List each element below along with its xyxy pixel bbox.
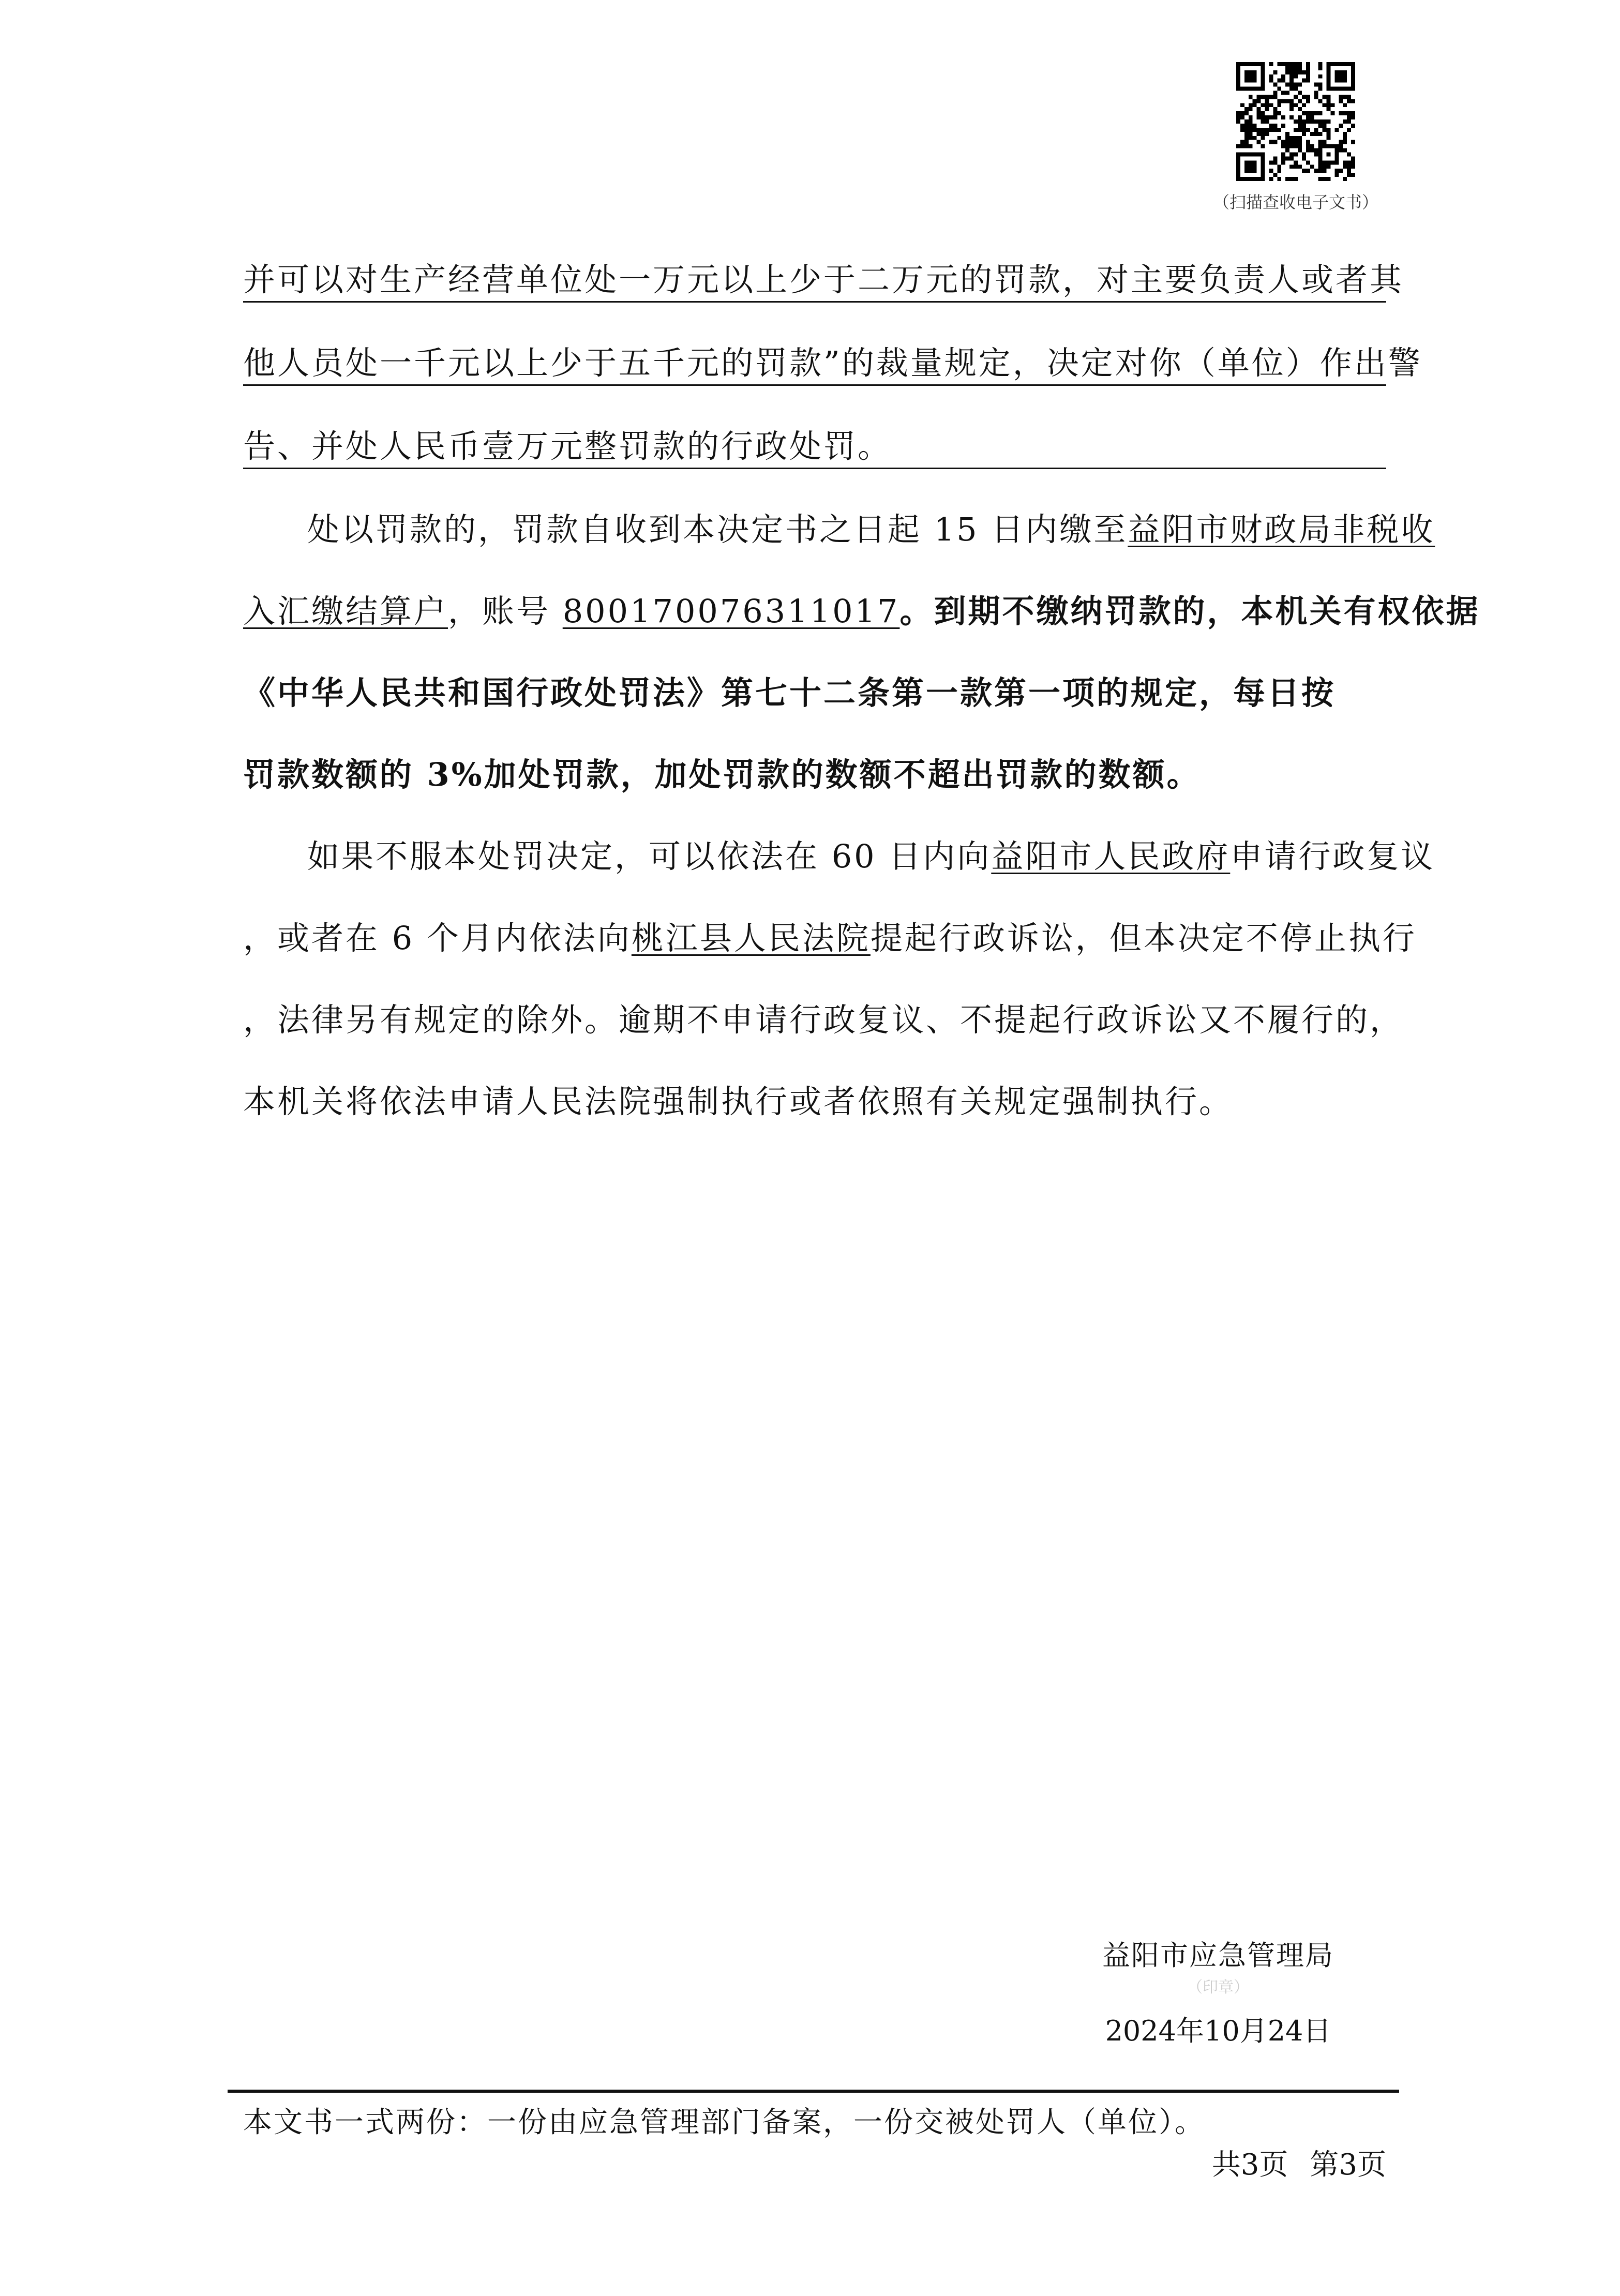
footer-note: 本文书一式两份：一份由应急管理部门备案，一份交被处罚人（单位）。 [243,2106,1205,2139]
appeal-text-cont: 申请行政复议 [1230,837,1435,875]
penalty-rate-label: 罚款数额的 [243,756,427,793]
paragraph-1-line-1: 并可以对生产经营单位处一万元以上少于二万元的罚款，对主要负责人或者其 [243,259,1386,303]
payment-deadline-text: 处以罚款的，罚款自收到本决定书之日起 15 日内缴至 [307,511,1128,548]
account-label: ，账号 [448,592,563,630]
paragraph-3-line-1 [243,835,1435,878]
signature-block [1084,1937,1353,2050]
paragraph-1-line-3: 告、并处人民币壹万元整罚款的行政处罚。 [243,425,1386,469]
payee-account-name: 益阳市财政局非税收 [1128,511,1435,548]
paragraph-2-line-2 [243,590,1480,633]
payee-account-name-cont: 入汇缴结算户 [243,592,448,630]
penalty-rate: 3% [427,756,484,793]
overdue-warning: 。到期不缴纳罚款的，本机关有权依据 [899,592,1480,630]
review-authority: 益阳市人民政府 [991,837,1231,875]
seal-placeholder: （印章） [1187,1978,1249,1997]
court-name: 桃江县人民法院 [631,919,871,957]
appeal-text: 如果不服本处罚决定，可以依法在 60 日内向 [307,837,992,875]
document-body [243,259,1480,1162]
litigation-text-cont: 提起行政诉讼，但本决定不停止执行 [870,919,1417,957]
litigation-text: ，或者在 6 个月内依法向 [243,919,632,957]
penalty-rate-rest: 加处罚款，加处罚款的数额不超出罚款的数额。 [484,756,1201,793]
issue-date: 2024年10月24日 [1105,2015,1331,2047]
current-page: 第3页 [1310,2148,1386,2182]
paragraph-3-line-4: 本机关将依法申请人民法院强制执行或者依照有关规定强制执行。 [243,1083,1234,1120]
paragraph-1-line-2: 他人员处一千元以上少于五千元的罚款”的裁量规定，决定对你（单位）作出警 [243,342,1386,386]
total-pages: 共3页 [1211,2148,1288,2182]
footer-divider [228,2090,1399,2093]
page-counter [1212,2147,1386,2184]
paragraph-2-line-4 [243,754,1386,796]
paragraph-3-line-3: ，法律另有规定的除外。逾期不申请行政复议、不提起行政诉讼又不履行的， [243,1001,1404,1039]
paragraph-2-line-1 [243,508,1435,551]
issuing-organization: 益阳市应急管理局 [1102,1939,1334,1972]
paragraph-2-line-3: 《中华人民共和国行政处罚法》第七十二条第一款第一项的规定，每日按 [243,674,1336,712]
qr-code-block [1210,62,1381,213]
account-number: 800170076311017 [562,592,900,630]
paragraph-3-line-2 [243,917,1417,959]
qr-code-icon[interactable] [1236,62,1355,181]
qr-caption: （扫描查收电子文书） [1212,192,1378,212]
